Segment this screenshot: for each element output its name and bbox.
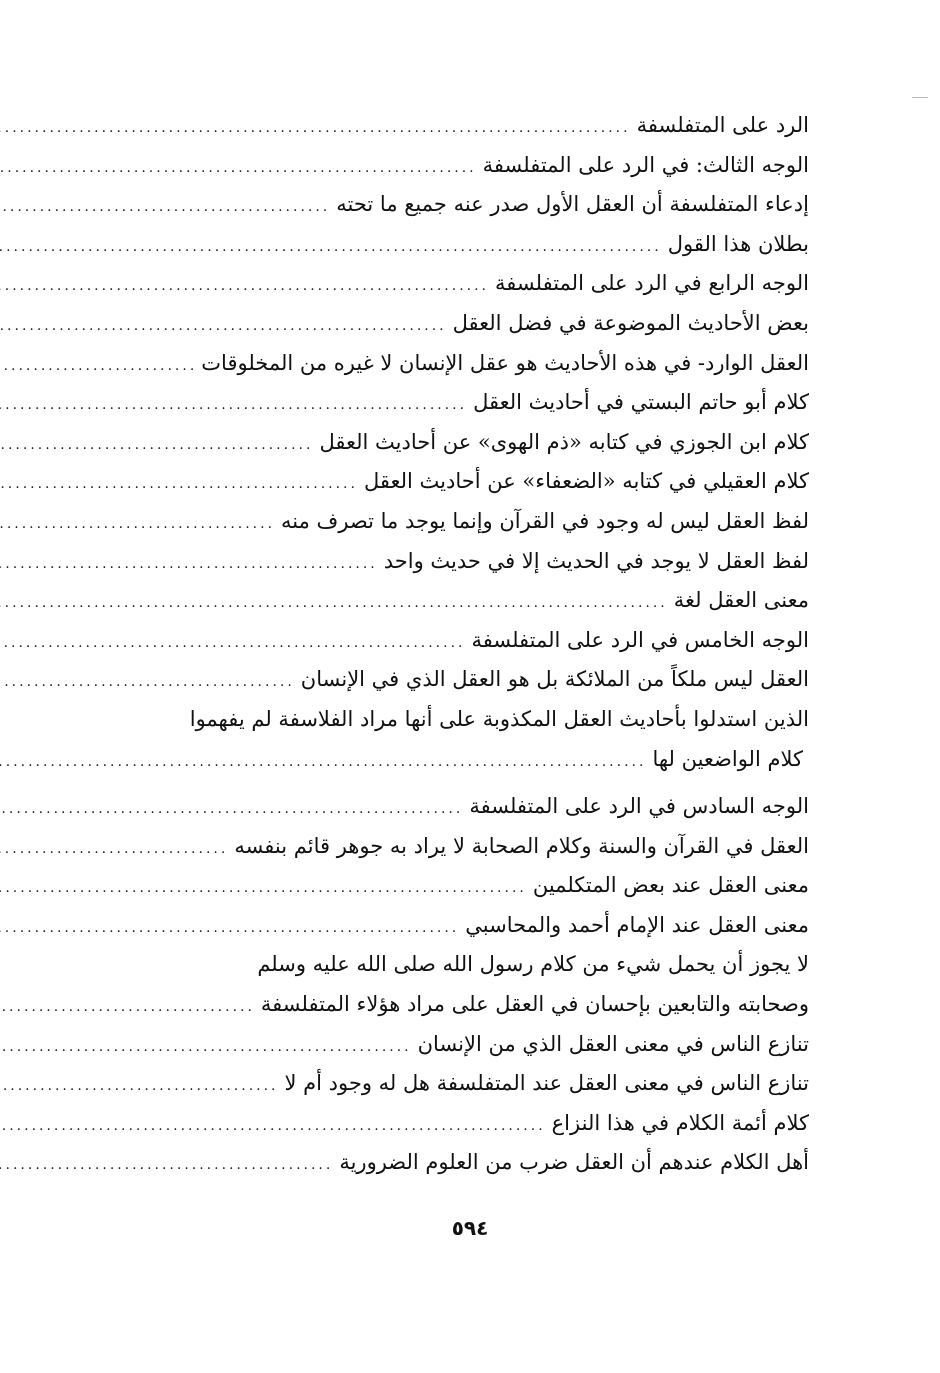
leader-dots xyxy=(0,869,527,909)
toc-entry-title: إدعاء المتفلسفة أن العقل الأول صدر عنه جميع ما تحته xyxy=(336,192,809,217)
toc-entry xyxy=(112,1143,809,1183)
toc-entry-title: الوجه الخامس في الرد على المتفلسفة xyxy=(471,627,809,652)
toc-entry-title: أهل الكلام عندهم أن العقل ضرب من العلوم الضرورية xyxy=(339,1150,809,1175)
toc-entry xyxy=(112,383,809,423)
leader-dots xyxy=(0,109,631,149)
toc-entry-title: كلام ابن الجوزي في كتابه «ذم الهوى» عن أحاديث العقل xyxy=(319,429,809,454)
toc-entry xyxy=(112,1064,809,1104)
leader-dots xyxy=(0,1067,279,1107)
leader-dots xyxy=(0,743,646,783)
toc-entry-title: تنازع الناس في معنى العقل عند المتفلسفة هل له وجود أم لا xyxy=(284,1071,809,1096)
toc-entry-title: كلام الواضعين لها xyxy=(652,746,803,771)
toc-entry xyxy=(112,787,809,827)
toc-entry-multiline xyxy=(112,945,809,1024)
toc-entry xyxy=(112,581,809,621)
leader-dots xyxy=(0,228,662,268)
margin-mark xyxy=(912,97,928,98)
toc-entry xyxy=(112,146,809,186)
toc-entry-title: لفظ العقل لا يوجد في الحديث إلا في حديث واحد xyxy=(383,548,809,573)
toc-entry-title: الوجه الثالث: في الرد على المتفلسفة xyxy=(482,152,809,177)
toc-entry xyxy=(112,985,809,1025)
leader-dots xyxy=(0,790,463,830)
toc-entry-title: بطلان هذا القول xyxy=(667,231,809,256)
toc-entry xyxy=(112,344,809,384)
table-of-contents xyxy=(112,106,809,1183)
leader-dots xyxy=(0,505,275,545)
toc-entry xyxy=(112,185,809,225)
toc-entry xyxy=(112,906,809,946)
toc-entry-title: كلام العقيلي في كتابه «الضعفاء» عن أحاديث العقل xyxy=(363,469,809,494)
toc-entry xyxy=(112,462,809,502)
leader-dots xyxy=(0,307,447,347)
toc-entry-title: العقل الوارد- في هذه الأحاديث هو عقل الإنسان لا غيره من المخلوقات xyxy=(201,350,809,375)
toc-entry xyxy=(112,502,809,542)
toc-entry-title: الوجه الرابع في الرد على المتفلسفة xyxy=(495,271,809,296)
toc-entry-title: العقل ليس ملكاً من الملائكة بل هو العقل الذي في الإنسان xyxy=(300,667,809,692)
toc-entry-title: معنى العقل عند الإمام أحمد والمحاسبي xyxy=(465,912,809,937)
toc-entry-title: وصحابته والتابعين بإحسان في العقل على مراد هؤلاء المتفلسفة xyxy=(260,992,809,1017)
toc-entry-title: معنى العقل عند بعض المتكلمين xyxy=(532,873,809,898)
leader-dots xyxy=(0,188,330,228)
leader-dots xyxy=(0,386,467,426)
leader-dots xyxy=(0,1107,546,1147)
toc-entry-title: كلام أبو حاتم البستي في أحاديث العقل xyxy=(473,390,809,415)
leader-dots xyxy=(0,545,378,585)
leader-dots xyxy=(0,149,477,189)
toc-entry-multiline xyxy=(112,700,809,779)
toc-entry xyxy=(112,1104,809,1144)
toc-entry xyxy=(112,740,809,780)
leader-dots xyxy=(0,663,295,703)
toc-entry xyxy=(112,304,809,344)
leader-dots xyxy=(0,1028,412,1068)
toc-entry xyxy=(112,827,809,867)
leader-dots xyxy=(0,267,489,307)
toc-entry xyxy=(112,866,809,906)
toc-entry xyxy=(112,542,809,582)
leader-dots xyxy=(0,1146,333,1186)
leader-dots xyxy=(0,830,228,870)
leader-dots xyxy=(0,624,465,664)
leader-dots xyxy=(0,465,358,505)
toc-entry xyxy=(112,423,809,463)
toc-entry xyxy=(112,1025,809,1065)
toc-entry-title: الرد على المتفلسفة xyxy=(636,113,809,137)
toc-entry-title: تنازع الناس في معنى العقل الذي من الإنسان xyxy=(417,1031,809,1056)
toc-entry xyxy=(112,225,809,265)
leader-dots xyxy=(0,426,313,466)
toc-entry xyxy=(112,621,809,661)
toc-entry-title: لفظ العقل ليس له وجود في القرآن وإنما يوجد ما تصرف منه xyxy=(281,508,809,533)
leader-dots xyxy=(0,988,255,1028)
toc-entry-title: معنى العقل لغة xyxy=(673,588,809,613)
toc-entry-title: بعض الأحاديث الموضوعة في فضل العقل xyxy=(452,310,809,335)
toc-entry-title: كلام أئمة الكلام في هذا النزاع xyxy=(551,1110,809,1135)
leader-dots xyxy=(0,584,668,624)
toc-entry-title-line: لا يجوز أن يحمل شيء من كلام رسول الله صلى الله عليه وسلم xyxy=(257,952,809,977)
toc-entry-title: العقل في القرآن والسنة وكلام الصحابة لا يراد به جوهر قائم بنفسه xyxy=(234,833,809,858)
toc-entry-title-line: الذين استدلوا بأحاديث العقل المكذوبة على أنها مراد الفلاسفة لم يفهموا xyxy=(189,706,809,731)
toc-entry xyxy=(112,106,809,146)
toc-entry xyxy=(112,264,809,304)
leader-dots xyxy=(0,347,197,387)
toc-entry-title: الوجه السادس في الرد على المتفلسفة xyxy=(469,794,809,819)
page-number: ٥٩٤ xyxy=(451,1216,489,1240)
leader-dots xyxy=(0,909,459,949)
toc-entry xyxy=(112,660,809,700)
